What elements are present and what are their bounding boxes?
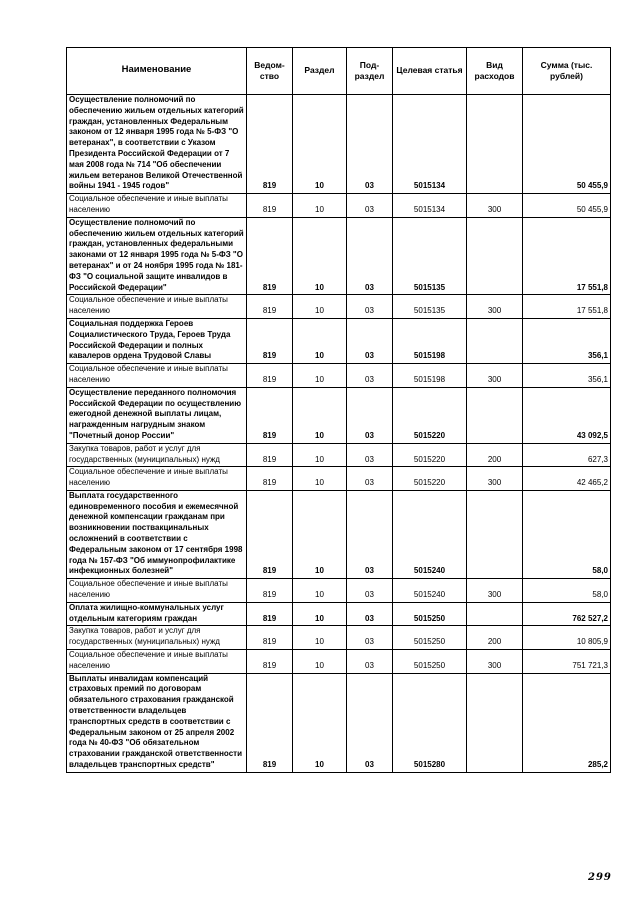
row-subsection: 03: [347, 467, 393, 491]
row-type: 300: [467, 194, 523, 218]
row-dept: 819: [247, 443, 293, 467]
row-type: [467, 602, 523, 626]
row-type: 300: [467, 579, 523, 603]
row-subsection: 03: [347, 387, 393, 443]
row-section: 10: [293, 295, 347, 319]
table-row: [67, 673, 611, 772]
header-amount: Сумма (тыс. рублей): [523, 48, 611, 95]
table-row: [67, 650, 611, 674]
row-subsection: 03: [347, 602, 393, 626]
row-section: 10: [293, 626, 347, 650]
table-row: [67, 387, 611, 443]
table-row: [67, 364, 611, 388]
row-type: [467, 490, 523, 578]
table-row: [67, 217, 611, 295]
row-dept: 819: [247, 364, 293, 388]
row-section: 10: [293, 364, 347, 388]
header-target: Целевая статья: [393, 48, 467, 95]
row-type: 200: [467, 443, 523, 467]
row-target: 5015240: [393, 579, 467, 603]
row-name: Социальное обеспечение и иные выплаты населению: [67, 467, 247, 491]
header-subsection: Под-раздел: [347, 48, 393, 95]
row-name: Социальное обеспечение и иные выплаты населению: [67, 579, 247, 603]
row-type: 200: [467, 626, 523, 650]
row-amount: 58,0: [523, 579, 611, 603]
row-target: 5015240: [393, 490, 467, 578]
row-target: 5015135: [393, 295, 467, 319]
row-type: 300: [467, 467, 523, 491]
row-amount: 50 455,9: [523, 194, 611, 218]
row-name: Социальное обеспечение и иные выплаты населению: [67, 295, 247, 319]
row-amount: 751 721,3: [523, 650, 611, 674]
row-amount: 58,0: [523, 490, 611, 578]
table-row: [67, 602, 611, 626]
row-section: 10: [293, 95, 347, 194]
row-dept: 819: [247, 673, 293, 772]
row-target: 5015220: [393, 443, 467, 467]
budget-table: [66, 47, 611, 773]
table-header-row: [67, 48, 611, 95]
row-amount: 43 092,5: [523, 387, 611, 443]
row-subsection: 03: [347, 318, 393, 363]
row-target: 5015250: [393, 602, 467, 626]
row-amount: 627,3: [523, 443, 611, 467]
row-target: 5015280: [393, 673, 467, 772]
row-name: Социальная поддержка Героев Социалистического Труда, Героев Труда Российской Федерации и полных кавалеров ордена Трудовой Славы: [67, 318, 247, 363]
row-amount: 42 465,2: [523, 467, 611, 491]
row-section: 10: [293, 318, 347, 363]
row-target: 5015250: [393, 626, 467, 650]
row-section: 10: [293, 602, 347, 626]
row-target: 5015134: [393, 95, 467, 194]
row-amount: 10 805,9: [523, 626, 611, 650]
row-type: [467, 95, 523, 194]
row-dept: 819: [247, 579, 293, 603]
row-target: 5015135: [393, 217, 467, 295]
row-dept: 819: [247, 490, 293, 578]
row-dept: 819: [247, 295, 293, 319]
row-dept: 819: [247, 387, 293, 443]
row-type: 300: [467, 650, 523, 674]
row-section: 10: [293, 443, 347, 467]
row-amount: 17 551,8: [523, 295, 611, 319]
row-dept: 819: [247, 318, 293, 363]
table-row: [67, 626, 611, 650]
row-section: 10: [293, 387, 347, 443]
row-amount: 50 455,9: [523, 95, 611, 194]
table-row: [67, 95, 611, 194]
row-dept: 819: [247, 602, 293, 626]
row-dept: 819: [247, 467, 293, 491]
row-target: 5015250: [393, 650, 467, 674]
header-department: Ведом-ство: [247, 48, 293, 95]
row-section: 10: [293, 490, 347, 578]
row-type: [467, 387, 523, 443]
row-amount: 17 551,8: [523, 217, 611, 295]
row-amount: 285,2: [523, 673, 611, 772]
row-target: 5015220: [393, 467, 467, 491]
table-row: [67, 443, 611, 467]
row-name: Оплата жилищно-коммунальных услуг отдельным категориям граждан: [67, 602, 247, 626]
row-type: [467, 318, 523, 363]
row-target: 5015220: [393, 387, 467, 443]
row-amount: 762 527,2: [523, 602, 611, 626]
row-subsection: 03: [347, 626, 393, 650]
row-dept: 819: [247, 217, 293, 295]
table-row: [67, 579, 611, 603]
row-subsection: 03: [347, 673, 393, 772]
row-subsection: 03: [347, 295, 393, 319]
row-dept: 819: [247, 194, 293, 218]
header-name: Наименование: [67, 48, 247, 95]
table-row: [67, 318, 611, 363]
row-target: 5015134: [393, 194, 467, 218]
row-name: Закупка товаров, работ и услуг для государственных (муниципальных) нужд: [67, 443, 247, 467]
row-name: Социальное обеспечение и иные выплаты населению: [67, 364, 247, 388]
header-expense-type: Вид расходов: [467, 48, 523, 95]
row-name: Осуществление полномочий по обеспечению жильем отдельных категорий граждан, установленных Федеральным законом от 12 января 1995 года № 5-ФЗ "О ветеранах", в соответствии с Указом Президента Российской Федерации от 7 мая 2008 года № 714 "Об обеспечении жильем ветеранов Великой Отечественной войны 1941 - 1945 годов": [67, 95, 247, 194]
row-name: Осуществление полномочий по обеспечению жильем отдельных категорий граждан, установленных федеральными законами от 12 января 1995 года № 5-ФЗ "О ветеранах" и от 24 ноября 1995 года № 181-ФЗ "О социальной защите инвалидов в Российской Федерации": [67, 217, 247, 295]
row-amount: 356,1: [523, 318, 611, 363]
row-amount: 356,1: [523, 364, 611, 388]
row-dept: 819: [247, 650, 293, 674]
row-name: Социальное обеспечение и иные выплаты населению: [67, 650, 247, 674]
row-type: [467, 217, 523, 295]
row-subsection: 03: [347, 650, 393, 674]
row-section: 10: [293, 194, 347, 218]
table-row: [67, 467, 611, 491]
row-subsection: 03: [347, 490, 393, 578]
row-name: Социальное обеспечение и иные выплаты населению: [67, 194, 247, 218]
row-name: Закупка товаров, работ и услуг для государственных (муниципальных) нужд: [67, 626, 247, 650]
row-dept: 819: [247, 95, 293, 194]
row-section: 10: [293, 673, 347, 772]
row-target: 5015198: [393, 364, 467, 388]
row-section: 10: [293, 579, 347, 603]
table-row: [67, 490, 611, 578]
row-type: 300: [467, 364, 523, 388]
row-section: 10: [293, 467, 347, 491]
row-type: [467, 673, 523, 772]
row-name: Осуществление переданного полномочия Российской Федерации по осуществлению ежегодной денежной выплаты лицам, награжденным нагрудным знаком "Почетный донор России": [67, 387, 247, 443]
row-subsection: 03: [347, 364, 393, 388]
row-section: 10: [293, 217, 347, 295]
row-section: 10: [293, 650, 347, 674]
row-subsection: 03: [347, 95, 393, 194]
row-subsection: 03: [347, 579, 393, 603]
row-type: 300: [467, 295, 523, 319]
header-section: Раздел: [293, 48, 347, 95]
row-subsection: 03: [347, 217, 393, 295]
row-name: Выплаты инвалидам компенсаций страховых премий по договорам обязательного страхования гражданской ответственности владельцев транспортных средств в соответствии с Федеральным законом от 25 апреля 2002 года № 40-ФЗ "Об обязательном страховании гражданской ответственности владельцев транспортных средств": [67, 673, 247, 772]
row-target: 5015198: [393, 318, 467, 363]
page-number-mark: 299: [588, 872, 612, 883]
row-name: Выплата государственного единовременного пособия и ежемесячной денежной компенсации гражданам при возникновении поствакцинальных осложнений в соответствии с Федеральным законом от 17 сентября 1998 года № 157-ФЗ "Об иммунопрофилактике инфекционных болезней": [67, 490, 247, 578]
row-dept: 819: [247, 626, 293, 650]
row-subsection: 03: [347, 443, 393, 467]
row-subsection: 03: [347, 194, 393, 218]
table-row: [67, 194, 611, 218]
table-row: [67, 295, 611, 319]
